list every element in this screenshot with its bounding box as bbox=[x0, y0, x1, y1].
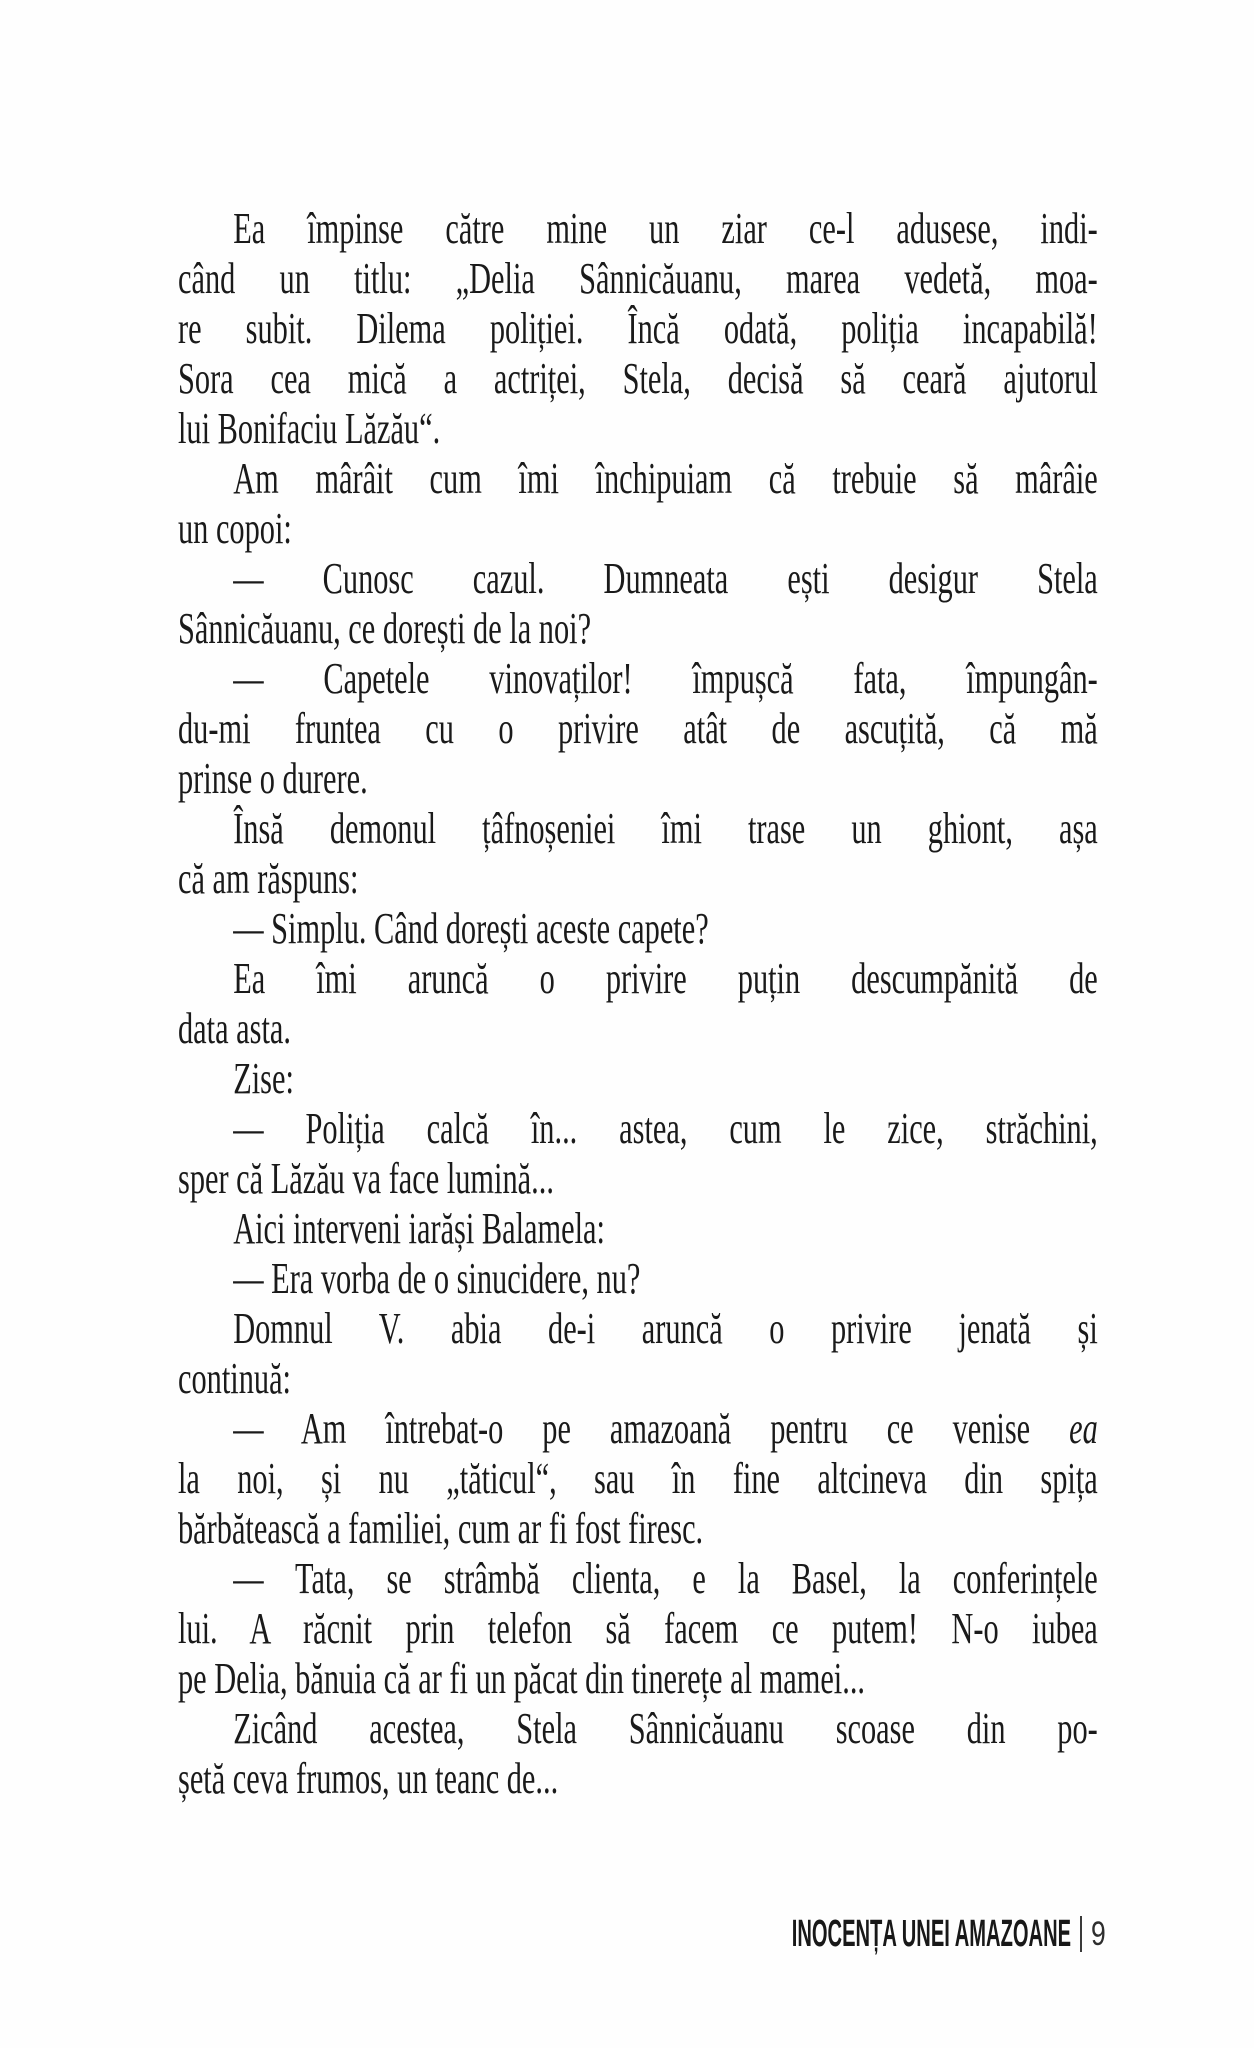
paragraph bbox=[178, 454, 1098, 554]
text-line: Ea împinse către mine un ziar ce-l adusese, indi- bbox=[233, 204, 1098, 253]
text-line: bărbătească a familiei, cum ar fi fost firesc. bbox=[178, 1504, 704, 1553]
paragraph bbox=[178, 1554, 1098, 1704]
text-line: lui. A răcnit prin telefon să facem ce putem! N-o iubea bbox=[178, 1604, 1098, 1653]
paragraph bbox=[178, 1404, 1098, 1554]
paragraph bbox=[178, 1254, 1098, 1304]
text-line: Ea îmi aruncă o privire puțin descumpănită de bbox=[233, 954, 1098, 1003]
paragraph bbox=[178, 1304, 1098, 1404]
text-line: — Cunosc cazul. Dumneata ești desigur Stela bbox=[233, 554, 1098, 603]
text-line: — Era vorba de o sinucidere, nu? bbox=[233, 1254, 641, 1303]
paragraph bbox=[178, 654, 1098, 804]
text-line: — Poliția calcă în... astea, cum le zice, străchini, bbox=[233, 1104, 1098, 1153]
text-line: — Tata, se strâmbă clienta, e la Basel, la conferințele bbox=[233, 1554, 1098, 1603]
running-footer bbox=[544, 1910, 1110, 1958]
text-line: — Simplu. Când dorești aceste capete? bbox=[233, 904, 709, 953]
text-line: Aici interveni iarăși Balamela: bbox=[233, 1204, 605, 1253]
text-line: pe Delia, bănuia că ar fi un păcat din tinerețe al mamei... bbox=[178, 1654, 866, 1703]
paragraph bbox=[178, 1704, 1098, 1804]
text-line: la noi, și nu „tăticul“, sau în fine altcineva din spița bbox=[178, 1454, 1098, 1503]
text-line: Sora cea mică a actriței, Stela, decisă să ceară ajutorul bbox=[178, 354, 1098, 403]
text-line: Am mârâit cum îmi închipuiam că trebuie să mârâie bbox=[233, 454, 1098, 503]
text-line: când un titlu: „Delia Sânnicăuanu, marea vedetă, moa- bbox=[178, 254, 1098, 303]
text-line: Însă demonul țâfnoșeniei îmi trase un ghiont, așa bbox=[233, 804, 1098, 853]
text-line: Domnul V. abia de-i aruncă o privire jenată și bbox=[233, 1304, 1098, 1353]
text-line: du-mi fruntea cu o privire atât de ascuțită, că mă bbox=[178, 704, 1098, 753]
page-number: 9 bbox=[1091, 1915, 1106, 1953]
paragraph bbox=[178, 204, 1098, 454]
paragraph bbox=[178, 1054, 1098, 1104]
footer-divider bbox=[1080, 1916, 1082, 1952]
text-line: prinse o durere. bbox=[178, 754, 368, 803]
paragraph bbox=[178, 1104, 1098, 1204]
text-line: — Capetele vinovaților! împușcă fata, împungân- bbox=[233, 654, 1098, 703]
text-line: — Am întrebat-o pe amazoană pentru ce venise ea bbox=[233, 1404, 1098, 1453]
page-text bbox=[178, 204, 1098, 1804]
book-title: INOCENȚA UNEI AMAZOANE bbox=[791, 1912, 1072, 1955]
text-line: lui Bonifaciu Lăzău“. bbox=[178, 404, 441, 453]
paragraph bbox=[178, 804, 1098, 904]
text-line: Zise: bbox=[233, 1054, 294, 1103]
text-line: un copoi: bbox=[178, 504, 292, 553]
paragraph bbox=[178, 1204, 1098, 1254]
text-line: Sânnicăuanu, ce dorești de la noi? bbox=[178, 604, 592, 653]
text-line: Zicând acestea, Stela Sânnicăuanu scoase din po- bbox=[233, 1704, 1098, 1753]
text-line: șetă ceva frumos, un teanc de... bbox=[178, 1754, 559, 1803]
text-line: re subit. Dilema poliției. Încă odată, poliția incapabilă! bbox=[178, 304, 1098, 353]
paragraph bbox=[178, 954, 1098, 1054]
paragraph bbox=[178, 904, 1098, 954]
text-line: continuă: bbox=[178, 1354, 291, 1403]
text-line: data asta. bbox=[178, 1004, 291, 1053]
text-line: că am răspuns: bbox=[178, 854, 359, 903]
paragraph bbox=[178, 554, 1098, 654]
text-line: sper că Lăzău va face lumină... bbox=[178, 1154, 554, 1203]
